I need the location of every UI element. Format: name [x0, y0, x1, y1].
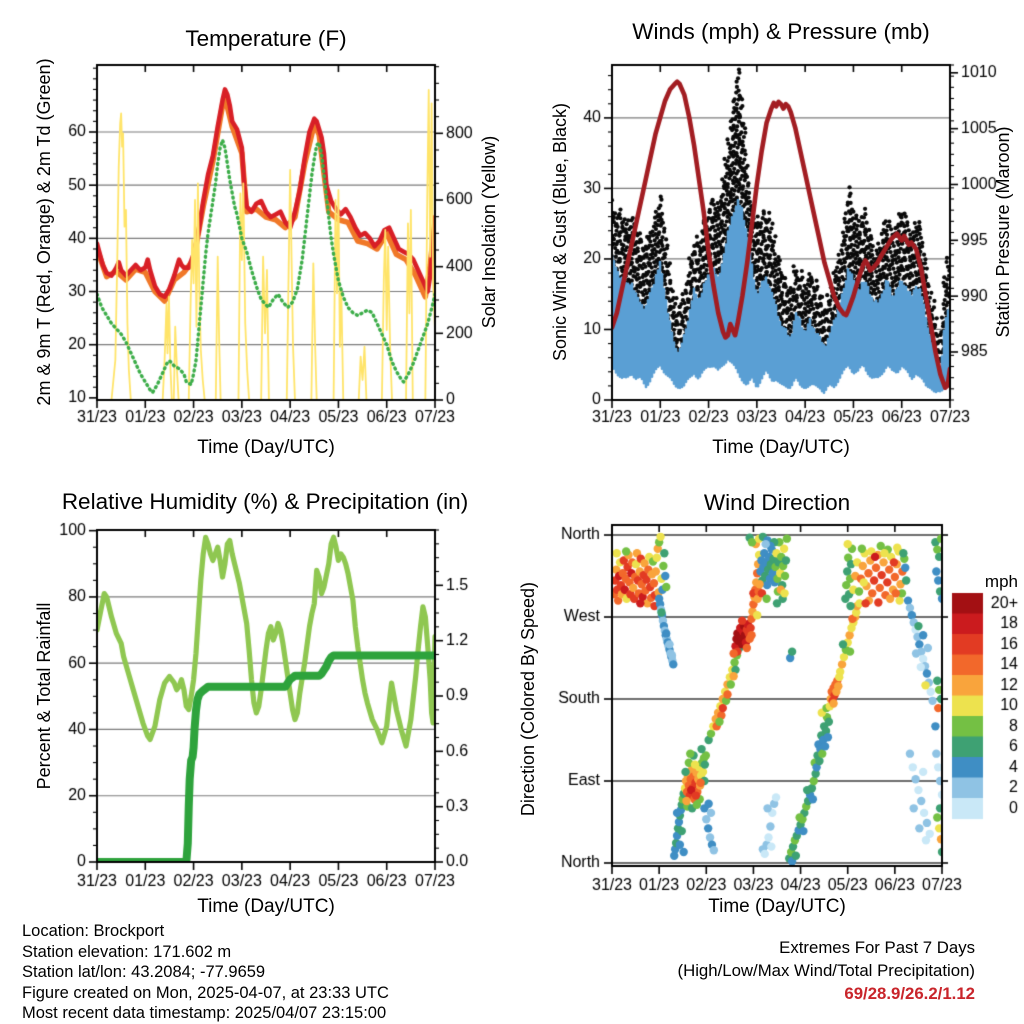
x-axis-title-temperature: Time (Day/UTC) — [197, 437, 335, 458]
extremes-subtitle: (High/Low/Max Wind/Total Precipitation) — [677, 961, 975, 980]
panel-title-temperature: Temperature (F) — [185, 26, 347, 51]
extremes-values: 69/28.9/26.2/1.12 — [844, 984, 975, 1003]
extremes-block — [600, 936, 975, 1005]
y-axis-title-percent-rainfall-left: Percent & Total Rainfall — [34, 602, 54, 790]
y-axis-title-temperature-left: 2m & 9m T (Red, Orange) & 2m Td (Green) — [34, 58, 54, 406]
station-latlon: Station lat/lon: 43.2084; -77.9659 — [22, 963, 266, 982]
panel-title-wind-direction: Wind Direction — [703, 490, 851, 515]
y-axis-title-wind-left: Sonic Wind & Gust (Blue, Black) — [550, 102, 570, 362]
x-axis-title-humidity: Time (Day/UTC) — [197, 896, 335, 917]
most-recent-data-timestamp: Most recent data timestamp: 2025/04/07 23:15:00 — [22, 1004, 387, 1023]
panel-title-humidity-precip: Relative Humidity (%) & Precipitation (in) — [61, 489, 469, 514]
panel-title-winds-pressure: Winds (mph) & Pressure (mb) — [632, 19, 930, 44]
station-elevation: Station elevation: 171.602 m — [22, 942, 232, 961]
station-location: Location: Brockport — [22, 922, 165, 940]
x-axis-title-wind-direction: Time (Day/UTC) — [708, 896, 846, 917]
y-axis-title-direction-left: Direction (Colored By Speed) — [518, 581, 538, 817]
extremes-title: Extremes For Past 7 Days — [779, 938, 975, 957]
x-axis-title-winds: Time (Day/UTC) — [712, 437, 850, 458]
colorbar-unit-label: mph — [984, 572, 1018, 591]
station-info — [22, 921, 389, 1024]
y-axis-title-solar-right: Solar Insolation (Yellow) — [479, 135, 499, 329]
y-axis-title-pressure-right: Station Pressure (Maroon) — [993, 126, 1013, 338]
figure-created-timestamp: Figure created on Mon, 2025-04-07, at 23:33 UTC — [22, 983, 389, 1002]
